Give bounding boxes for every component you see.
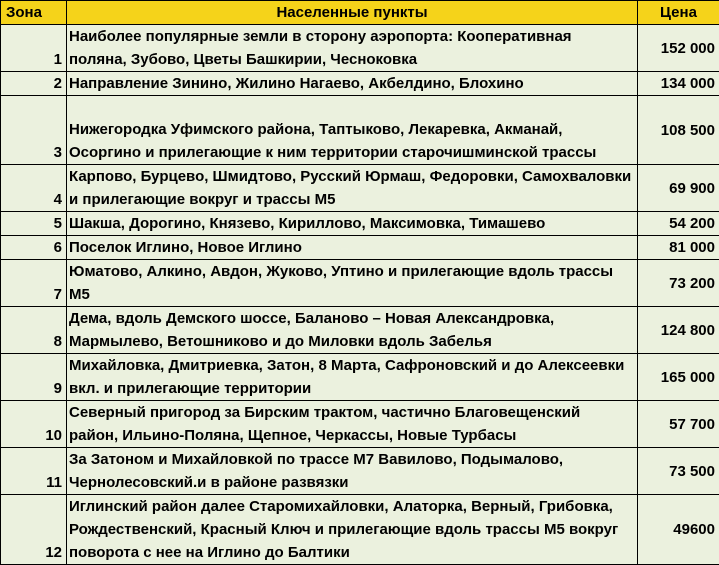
zone-cell: 3 (1, 96, 67, 165)
price-cell: 54 200 (638, 212, 719, 236)
table-row (1, 25, 719, 72)
header-row (1, 1, 719, 25)
places-cell: Шакша, Дорогино, Князево, Кириллово, Максимовка, Тимашево (67, 212, 638, 236)
price-cell: 152 000 (638, 25, 719, 72)
zone-cell: 5 (1, 212, 67, 236)
table-row (1, 448, 719, 495)
table-row (1, 96, 719, 165)
zone-cell: 7 (1, 260, 67, 307)
places-cell: Михайловка, Дмитриевка, Затон, 8 Марта, Сафроновский и до Алексеевки вкл. и прилегающие территории (67, 354, 638, 401)
price-cell: 165 000 (638, 354, 719, 401)
zone-cell: 4 (1, 165, 67, 212)
zone-cell: 1 (1, 25, 67, 72)
places-cell: Карпово, Бурцево, Шмидтово, Русский Юрмаш, Федоровки, Самохваловки и прилегающие вокруг и трассы М5 (67, 165, 638, 212)
price-cell: 134 000 (638, 72, 719, 96)
price-cell: 49600 (638, 495, 719, 565)
price-cell: 73 200 (638, 260, 719, 307)
table-row (1, 307, 719, 354)
price-cell: 124 800 (638, 307, 719, 354)
table-row (1, 72, 719, 96)
places-cell: Поселок Иглино, Новое Иглино (67, 236, 638, 260)
table-row (1, 260, 719, 307)
header-zone: Зона (1, 1, 67, 25)
zone-cell: 2 (1, 72, 67, 96)
zone-cell: 8 (1, 307, 67, 354)
places-cell: Дема, вдоль Демского шоссе, Баланово – Новая Александровка, Мармылево, Ветошниково и до Миловки вдоль Забелья (67, 307, 638, 354)
price-cell: 73 500 (638, 448, 719, 495)
header-price: Цена (638, 1, 719, 25)
table-row (1, 165, 719, 212)
places-cell: За Затоном и Михайловкой по трассе М7 Вавилово, Подымалово, Чернолесовский.и в районе развязки (67, 448, 638, 495)
places-cell: Направление Зинино, Жилино Нагаево, Акбелдино, Блохино (67, 72, 638, 96)
table-row (1, 495, 719, 565)
price-cell: 108 500 (638, 96, 719, 165)
table-row (1, 354, 719, 401)
price-cell: 69 900 (638, 165, 719, 212)
places-cell: Наиболее популярные земли в сторону аэропорта: Кооперативная поляна, Зубово, Цветы Башкирии, Чесноковка (67, 25, 638, 72)
price-cell: 81 000 (638, 236, 719, 260)
price-cell: 57 700 (638, 401, 719, 448)
places-cell: Иглинский район далее Старомихайловки, Алаторка, Верный, Грибовка, Рождественский, Красный Ключ и прилегающие вдоль трассы М5 вокруг поворота с нее на Иглино до Балтики (67, 495, 638, 565)
places-cell: Нижегородка Уфимского района, Таптыково, Лекаревка, Акманай, Осоргино и прилегающие к ним территории старочишминской трассы (67, 96, 638, 165)
zone-cell: 11 (1, 448, 67, 495)
table-row (1, 401, 719, 448)
header-places: Населенные пункты (67, 1, 638, 25)
table-row (1, 236, 719, 260)
zone-cell: 9 (1, 354, 67, 401)
table-row (1, 212, 719, 236)
zone-cell: 12 (1, 495, 67, 565)
places-cell: Юматово, Алкино, Авдон, Жуково, Уптино и прилегающие вдоль трассы М5 (67, 260, 638, 307)
zone-cell: 10 (1, 401, 67, 448)
places-cell: Северный пригород за Бирским трактом, частично Благовещенский район, Ильино-Поляна, Щепное, Черкассы, Новые Турбасы (67, 401, 638, 448)
zone-cell: 6 (1, 236, 67, 260)
